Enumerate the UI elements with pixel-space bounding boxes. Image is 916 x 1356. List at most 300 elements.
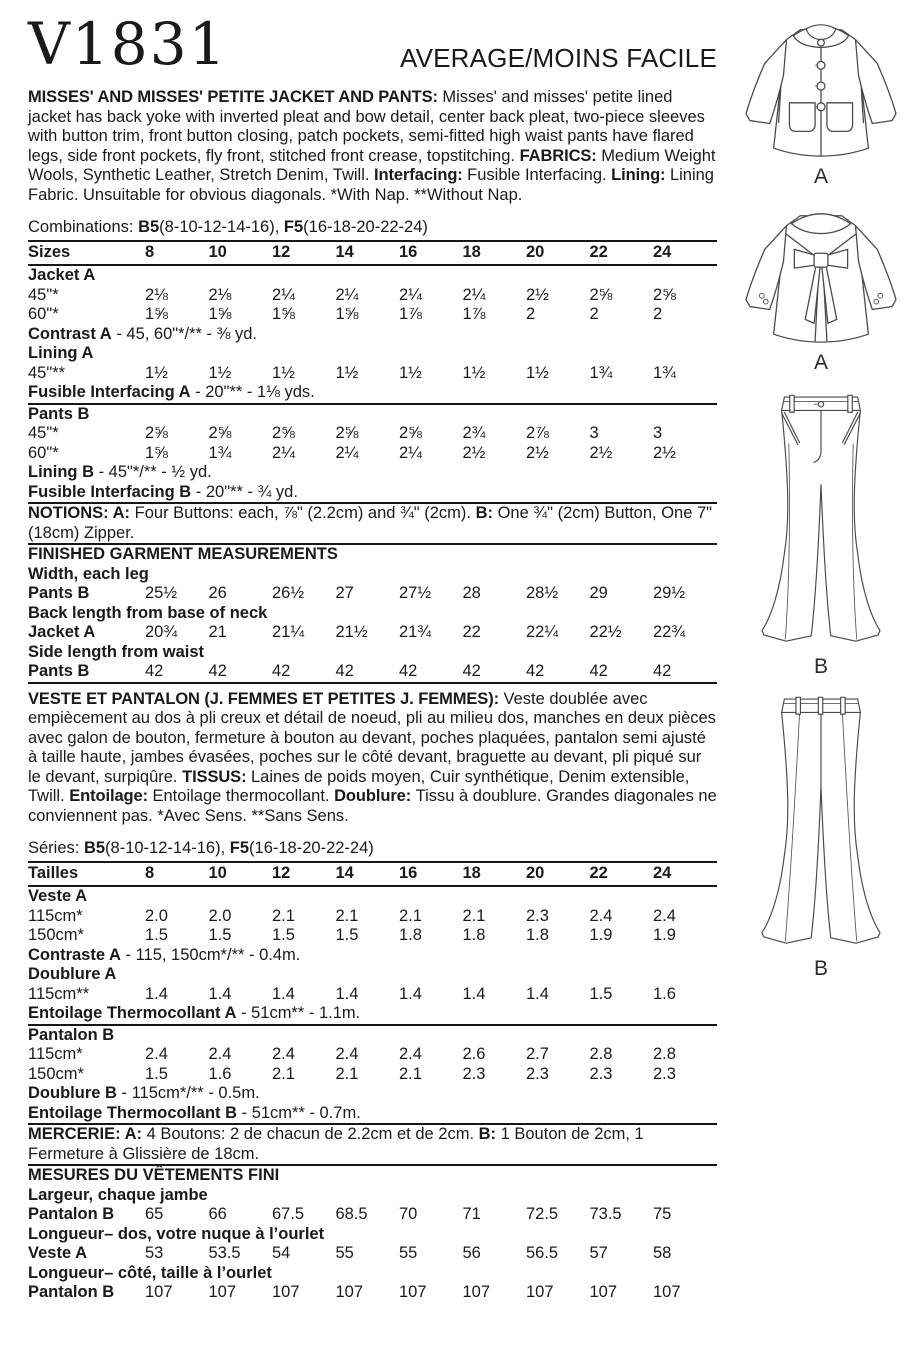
belt-loop-icon [790, 395, 794, 412]
group-heading: Pantalon B [28, 1025, 115, 1044]
table-cell: 22¾ [653, 623, 686, 641]
table-row [28, 965, 717, 985]
size-column-header: 18 [462, 242, 481, 261]
pattern-number: V1831 [28, 10, 228, 78]
text: One ¾" (2cm) Button, One 7" (18cm) Zipper. [28, 504, 712, 542]
table-cell: 2.6 [462, 1045, 486, 1063]
table-cell: 29½ [653, 584, 686, 602]
table-row [28, 1225, 717, 1245]
table-group [28, 887, 717, 1024]
text: Fusible Interfacing. [467, 166, 612, 184]
text: (16-18-20-22-24) [303, 218, 428, 236]
table-row [28, 1186, 717, 1206]
table-cell: 1.5 [589, 984, 613, 1003]
text: Lining Fabric. Unsuitable for obvious diagonals. *With Nap. **Without Nap. [28, 166, 714, 204]
bold-text: F5 [283, 218, 304, 236]
row-label: 150cm* [28, 1064, 84, 1083]
table-cell: 20¾ [145, 623, 178, 641]
text: (8-10-12-14-16), [105, 839, 230, 857]
row-label: 150cm* [28, 926, 84, 944]
table-cell: 29 [589, 584, 608, 602]
bold-text: Contrast A [28, 324, 112, 343]
table-cell: 1¾ [589, 363, 613, 382]
belt-loop-icon [796, 697, 800, 714]
table-group [28, 502, 717, 543]
table-cell: 42 [272, 662, 291, 680]
table-cell: 42 [653, 662, 672, 680]
text: (8-10-12-14-16), [159, 218, 284, 236]
front-button-icon [817, 61, 825, 69]
group-heading: Back length from base of neck [28, 603, 268, 622]
note-row [28, 325, 717, 345]
bold-text: Doublure B [28, 1084, 117, 1102]
text: Laines de poids moyen, Cuir synthétique, Denim extensible, Twill. [28, 767, 690, 805]
table-row [28, 1065, 717, 1085]
table-cell: 73.5 [589, 1205, 622, 1223]
note-row [28, 383, 717, 403]
row-label: 115cm* [28, 1045, 83, 1063]
table-cell: 53.5 [208, 1244, 241, 1262]
row-label: Pants B [28, 662, 90, 680]
table-cell: 27 [335, 584, 354, 602]
table-cell: 2¼ [335, 443, 359, 462]
masthead [28, 12, 717, 76]
table-cell: 1⅝ [145, 305, 168, 323]
table-cell: 54 [272, 1244, 291, 1262]
bold-text: Fusible Interfacing A [28, 383, 191, 401]
front-button-icon [817, 103, 825, 111]
table-cell: 2 [526, 305, 536, 323]
table-cell: 2.1 [335, 1064, 359, 1083]
table-cell: 107 [272, 1283, 300, 1301]
table-cell: 42 [399, 662, 418, 680]
table-cell: 2.4 [589, 906, 613, 925]
table-cell: 26 [208, 584, 227, 602]
table-cell: 2.1 [272, 906, 295, 925]
table-cell: 2.4 [653, 906, 676, 925]
table-row [28, 623, 717, 643]
table-row [28, 1026, 717, 1046]
text: 1 Bouton de 2cm, 1 Fermeture à Glissière de 18cm. [28, 1125, 644, 1163]
table-row [28, 1244, 717, 1264]
table-cell: 1.8 [399, 926, 422, 944]
table-cell: 2½ [653, 443, 676, 462]
table-cell: 66 [208, 1205, 227, 1223]
note-row [28, 946, 717, 966]
table-cell: 71 [462, 1205, 481, 1223]
table-row [28, 985, 717, 1005]
group-heading: FINISHED GARMENT MEASUREMENTS [28, 545, 338, 563]
table-cell: 1.5 [272, 926, 295, 944]
bold-text: B5 [83, 839, 106, 857]
size-table-header-label: Tailles [28, 863, 79, 882]
figure-label: B [813, 655, 828, 678]
table-cell: 2 [589, 305, 599, 323]
text: (16-18-20-22-24) [249, 839, 374, 857]
table-cell: 57 [589, 1244, 608, 1262]
yardage-table-english [28, 240, 717, 684]
table-cell: 1.4 [526, 984, 549, 1003]
table-cell: 3 [653, 424, 663, 442]
table-row [28, 643, 717, 663]
table-cell: 2¼ [399, 285, 422, 304]
pattern-envelope-text-column [28, 12, 717, 1303]
size-table-header-label: Sizes [28, 242, 71, 261]
table-cell: 2.1 [462, 906, 486, 925]
table-cell: 21¼ [272, 623, 305, 641]
table-cell: 2⅝ [335, 424, 359, 442]
table-cell: 1¾ [208, 443, 232, 462]
table-row [28, 344, 717, 364]
group-heading: Longueur– côté, taille à l’ourlet [28, 1263, 272, 1282]
bold-text: Contraste A [28, 945, 121, 964]
table-cell: 2.4 [208, 1045, 232, 1063]
size-column-header: 22 [589, 242, 608, 261]
figure-label: A [813, 351, 828, 374]
table-cell: 1½ [399, 363, 422, 382]
group-heading: Doublure A [28, 965, 117, 983]
pants-front-illustration [745, 388, 897, 652]
bold-text: A: [112, 504, 131, 522]
table-cell: 2.1 [399, 1064, 422, 1083]
group-heading: Jacket A [28, 266, 96, 284]
table-row [28, 286, 717, 306]
table-cell: 2.3 [526, 1064, 549, 1083]
table-cell: 1½ [335, 363, 359, 382]
table-cell: 2.4 [335, 1045, 359, 1063]
jacket-back-figure [726, 200, 916, 375]
text: Misses' and misses' petite lined jacket has back yoke with inverted pleat and bow detail, center back pleat, two-piece sleeves with button trim, front button closing, patch pockets, semi-fitted high waist pants have flared legs, side front pockets, fly front, stitched front crease, topstitching. [28, 88, 705, 165]
table-cell: 1.5 [335, 926, 359, 944]
group-heading: Width, each leg [28, 564, 149, 583]
text: - 115, 150cm*/** - 0.4m. [120, 945, 301, 964]
table-cell: 27½ [399, 584, 432, 602]
bold-text: B: [478, 1125, 497, 1143]
text: Tissu à doublure. Grandes diagonales ne conviennent pas. *Avec Sens. **Sans Sens. [28, 787, 717, 825]
table-cell: 1½ [145, 363, 168, 382]
text: - 115cm*/** - 0.5m. [116, 1084, 260, 1102]
table-cell: 2.3 [653, 1064, 676, 1083]
table-cell: 42 [208, 662, 227, 680]
table-cell: 2¼ [399, 443, 422, 462]
table-cell: 1⅝ [208, 305, 232, 323]
table-cell: 28 [462, 584, 481, 602]
row-label: 45"** [28, 363, 66, 382]
table-cell: 2.3 [526, 906, 549, 925]
table-row [28, 1084, 717, 1104]
table-cell: 2¾ [462, 424, 486, 442]
bold-text: F5 [229, 839, 250, 857]
table-row [28, 907, 717, 927]
table-cell: 42 [145, 662, 164, 680]
table-row [28, 946, 717, 966]
size-column-header: 16 [399, 863, 418, 882]
table-row [28, 364, 717, 384]
size-column-header: 14 [335, 242, 354, 261]
bold-text: Lining: [611, 166, 670, 184]
table-row [28, 1264, 717, 1284]
table-cell: 2.0 [208, 906, 232, 925]
table-cell: 42 [526, 662, 545, 680]
row-label: 115cm** [28, 984, 90, 1003]
text: Veste doublée avec empiècement au dos à pli creux et détail de noeud, pli au milieu dos, manches en deux pièces avec galon de bouton, fermeture à bouton au devant, poches plaquées, pantalon semi ajusté à taille haute, jambes évasées, poches sur le côté devant, braguette au devant, pli piqué sur le devant, surpiqûre. [28, 689, 716, 786]
table-row [28, 604, 717, 624]
text: Combinations: [28, 218, 139, 236]
table-cell: 2.3 [462, 1064, 486, 1083]
text: - 51cm** - 0.7m. [237, 1103, 361, 1122]
table-cell: 3 [589, 424, 599, 442]
table-cell: 2½ [526, 443, 549, 462]
size-column-header: 24 [653, 863, 672, 882]
table-cell: 2.8 [589, 1045, 613, 1063]
text: - 20"** - ¾ yd. [191, 482, 298, 501]
table-cell: 1.6 [208, 1064, 232, 1083]
row-label: 60"* [28, 305, 59, 323]
table-row [28, 887, 717, 907]
table-cell: 107 [589, 1283, 618, 1301]
figure-label: B [813, 957, 828, 980]
bold-text: A: [124, 1125, 142, 1143]
table-cell: 2.4 [145, 1045, 168, 1063]
table-cell: 1.4 [145, 984, 168, 1003]
front-button-icon [817, 82, 825, 90]
waist-button-icon [818, 402, 823, 407]
table-cell: 2⅛ [208, 285, 232, 304]
pants-back-illustration [745, 690, 897, 954]
row-label: 60"* [28, 443, 59, 462]
table-cell: 2⅝ [589, 285, 613, 304]
text: Entoilage thermocollant. [152, 787, 335, 805]
table-row [28, 463, 717, 483]
jacket-back-illustration [737, 200, 905, 348]
table-row [28, 1104, 717, 1124]
row-label: Jacket A [28, 623, 96, 641]
note-row [28, 1084, 717, 1104]
table-row [28, 545, 717, 565]
table-cell: 107 [399, 1283, 427, 1301]
table-cell: 1.4 [462, 984, 486, 1003]
table-cell: 1⅞ [462, 305, 486, 323]
table-cell: 56 [462, 1244, 481, 1262]
table-cell: 1.9 [589, 926, 613, 944]
table-group [28, 403, 717, 503]
table-cell: 2¼ [335, 285, 359, 304]
size-column-header: 8 [145, 242, 155, 261]
table-cell: 55 [335, 1244, 354, 1262]
table-cell: 2.1 [335, 906, 359, 925]
table-cell: 107 [462, 1283, 491, 1301]
table-cell: 21½ [335, 623, 368, 641]
bold-text: MERCERIE: [28, 1125, 125, 1143]
table-cell: 2½ [526, 285, 549, 304]
bold-text: Lining B [28, 463, 94, 481]
table-cell: 2½ [589, 443, 613, 462]
note-row [28, 1104, 717, 1124]
table-cell: 2⅝ [653, 285, 676, 304]
table-cell: 1⅝ [272, 305, 295, 323]
table-cell: 2 [653, 305, 663, 323]
note-row [28, 463, 717, 483]
belt-loop-icon [818, 697, 822, 714]
table-cell: 1.6 [653, 984, 676, 1003]
table-cell: 1½ [462, 363, 486, 382]
table-cell: 42 [335, 662, 354, 680]
group-heading: Longueur– dos, votre nuque à l’ourlet [28, 1224, 325, 1243]
size-column-header: 20 [526, 242, 545, 261]
table-cell: 2¼ [272, 443, 295, 462]
group-heading: Pants B [28, 404, 90, 423]
table-cell: 25½ [145, 584, 178, 602]
table-cell: 2⅞ [526, 424, 549, 442]
table-cell: 2⅝ [208, 424, 232, 442]
jacket-front-illustration [737, 14, 905, 162]
bold-text: Entoilage Thermocollant B [28, 1103, 238, 1122]
table-cell: 1.9 [653, 926, 676, 944]
table-cell: 42 [589, 662, 608, 680]
bold-text: B: [475, 504, 494, 522]
note-row [28, 483, 717, 503]
bold-text: Entoilage Thermocollant A [28, 1004, 237, 1022]
table-cell: 1.4 [272, 984, 295, 1003]
size-column-header: 10 [208, 242, 227, 261]
table-cell: 1.5 [145, 1064, 168, 1083]
table-row [28, 1166, 717, 1186]
table-cell: 1.4 [208, 984, 232, 1003]
belt-loop-icon [848, 395, 852, 412]
table-cell: 21¾ [399, 623, 432, 641]
table-cell: 2.1 [399, 906, 422, 925]
table-cell: 107 [653, 1283, 681, 1301]
table-cell: 65 [145, 1205, 164, 1223]
size-column-header: 12 [272, 242, 291, 261]
table-row [28, 405, 717, 425]
table-cell: 1½ [208, 363, 232, 382]
table-cell: 1.8 [526, 926, 549, 944]
size-column-header: 14 [335, 863, 354, 882]
table-cell: 2.4 [399, 1045, 422, 1063]
table-cell: 22 [462, 623, 481, 641]
table-row [28, 1205, 717, 1225]
table-row [28, 1283, 717, 1303]
bold-text: FABRICS: [519, 146, 602, 165]
table-cell: 2.4 [272, 1045, 295, 1063]
table-cell: 1.5 [208, 926, 232, 944]
text: - 51cm** - 1.1m. [236, 1004, 361, 1022]
bold-text: TISSUS: [182, 767, 251, 786]
table-row [28, 1045, 717, 1065]
size-column-header: 18 [462, 863, 481, 882]
table-row [28, 504, 717, 543]
text: Séries: [28, 839, 84, 857]
table-group [28, 1164, 717, 1303]
bold-text: MISSES' AND MISSES' PETITE JACKET AND PANTS: [28, 88, 443, 106]
group-heading: Largeur, chaque jambe [28, 1185, 208, 1204]
pants-front-figure [726, 388, 916, 679]
table-cell: 2⅝ [145, 424, 168, 442]
text: 4 Boutons: 2 de chacun de 2.2cm et de 2cm. [141, 1125, 479, 1143]
table-cell: 107 [145, 1283, 173, 1301]
table-cell: 2.7 [526, 1045, 549, 1063]
belt-loop-icon [841, 697, 845, 714]
pants-back-figure [726, 690, 916, 981]
size-table-header-row [28, 861, 717, 888]
table-cell: 2⅛ [145, 285, 168, 304]
table-group [28, 543, 717, 682]
table-cell: 22½ [589, 623, 622, 641]
bold-text: VESTE ET PANTALON (J. FEMMES ET PETITES J. FEMMES): [28, 689, 504, 708]
table-cell: 70 [399, 1205, 418, 1223]
jacket-front-figure [726, 14, 916, 189]
table-row [28, 926, 717, 946]
table-cell: 107 [208, 1283, 237, 1301]
group-heading: MESURES DU VÊTEMENTS FINI [28, 1166, 280, 1184]
table-row [28, 266, 717, 286]
table-cell: 28½ [526, 584, 559, 602]
table-cell: 1⅝ [335, 305, 359, 323]
table-cell: 26½ [272, 584, 305, 602]
size-column-header: 24 [653, 242, 672, 261]
bow-knot-icon [814, 253, 828, 267]
row-label: 115cm* [28, 906, 83, 925]
illustration-column [726, 0, 916, 1356]
table-cell: 1⅝ [145, 443, 168, 462]
table-row [28, 305, 717, 325]
table-cell: 56.5 [526, 1244, 559, 1262]
table-cell: 67.5 [272, 1205, 305, 1223]
text: - 45, 60"*/** - ⅜ yd. [111, 324, 257, 343]
table-cell: 75 [653, 1205, 672, 1223]
table-cell: 2¼ [462, 285, 486, 304]
table-cell: 55 [399, 1244, 418, 1262]
table-cell: 2⅝ [399, 424, 422, 442]
bold-text: Fusible Interfacing B [28, 482, 192, 501]
table-row [28, 325, 717, 345]
notions-paragraph [28, 1125, 717, 1164]
table-cell: 42 [462, 662, 481, 680]
bold-text: NOTIONS: [28, 504, 113, 522]
table-cell: 72.5 [526, 1205, 559, 1223]
note-row [28, 1004, 717, 1024]
table-cell: 107 [335, 1283, 364, 1301]
table-row [28, 584, 717, 604]
table-row [28, 662, 717, 682]
table-cell: 107 [526, 1283, 554, 1301]
size-table-header-row [28, 240, 717, 267]
french-description [28, 690, 717, 827]
table-cell: 58 [653, 1244, 672, 1262]
row-label: Veste A [28, 1244, 88, 1262]
row-label: 45"* [28, 424, 59, 442]
table-cell: 2.3 [589, 1064, 613, 1083]
collar-button-icon [818, 39, 825, 46]
table-cell: 1.4 [335, 984, 359, 1003]
row-label: Pants B [28, 584, 90, 602]
table-cell: 1½ [272, 363, 295, 382]
bold-text: Doublure: [334, 787, 416, 805]
table-group [28, 266, 717, 403]
table-group [28, 1123, 717, 1164]
bold-text: Entoilage: [69, 787, 153, 805]
table-row [28, 424, 717, 444]
bold-text: Interfacing: [374, 166, 468, 184]
table-row [28, 1125, 717, 1164]
table-cell: 2.1 [272, 1064, 295, 1083]
table-cell: 1.5 [145, 926, 168, 944]
text: - 45"*/** - ½ yd. [93, 463, 212, 481]
row-label: Pantalon B [28, 1205, 115, 1223]
size-column-header: 22 [589, 863, 608, 882]
difficulty-label: AVERAGE/MOINS FACILE [399, 43, 717, 73]
